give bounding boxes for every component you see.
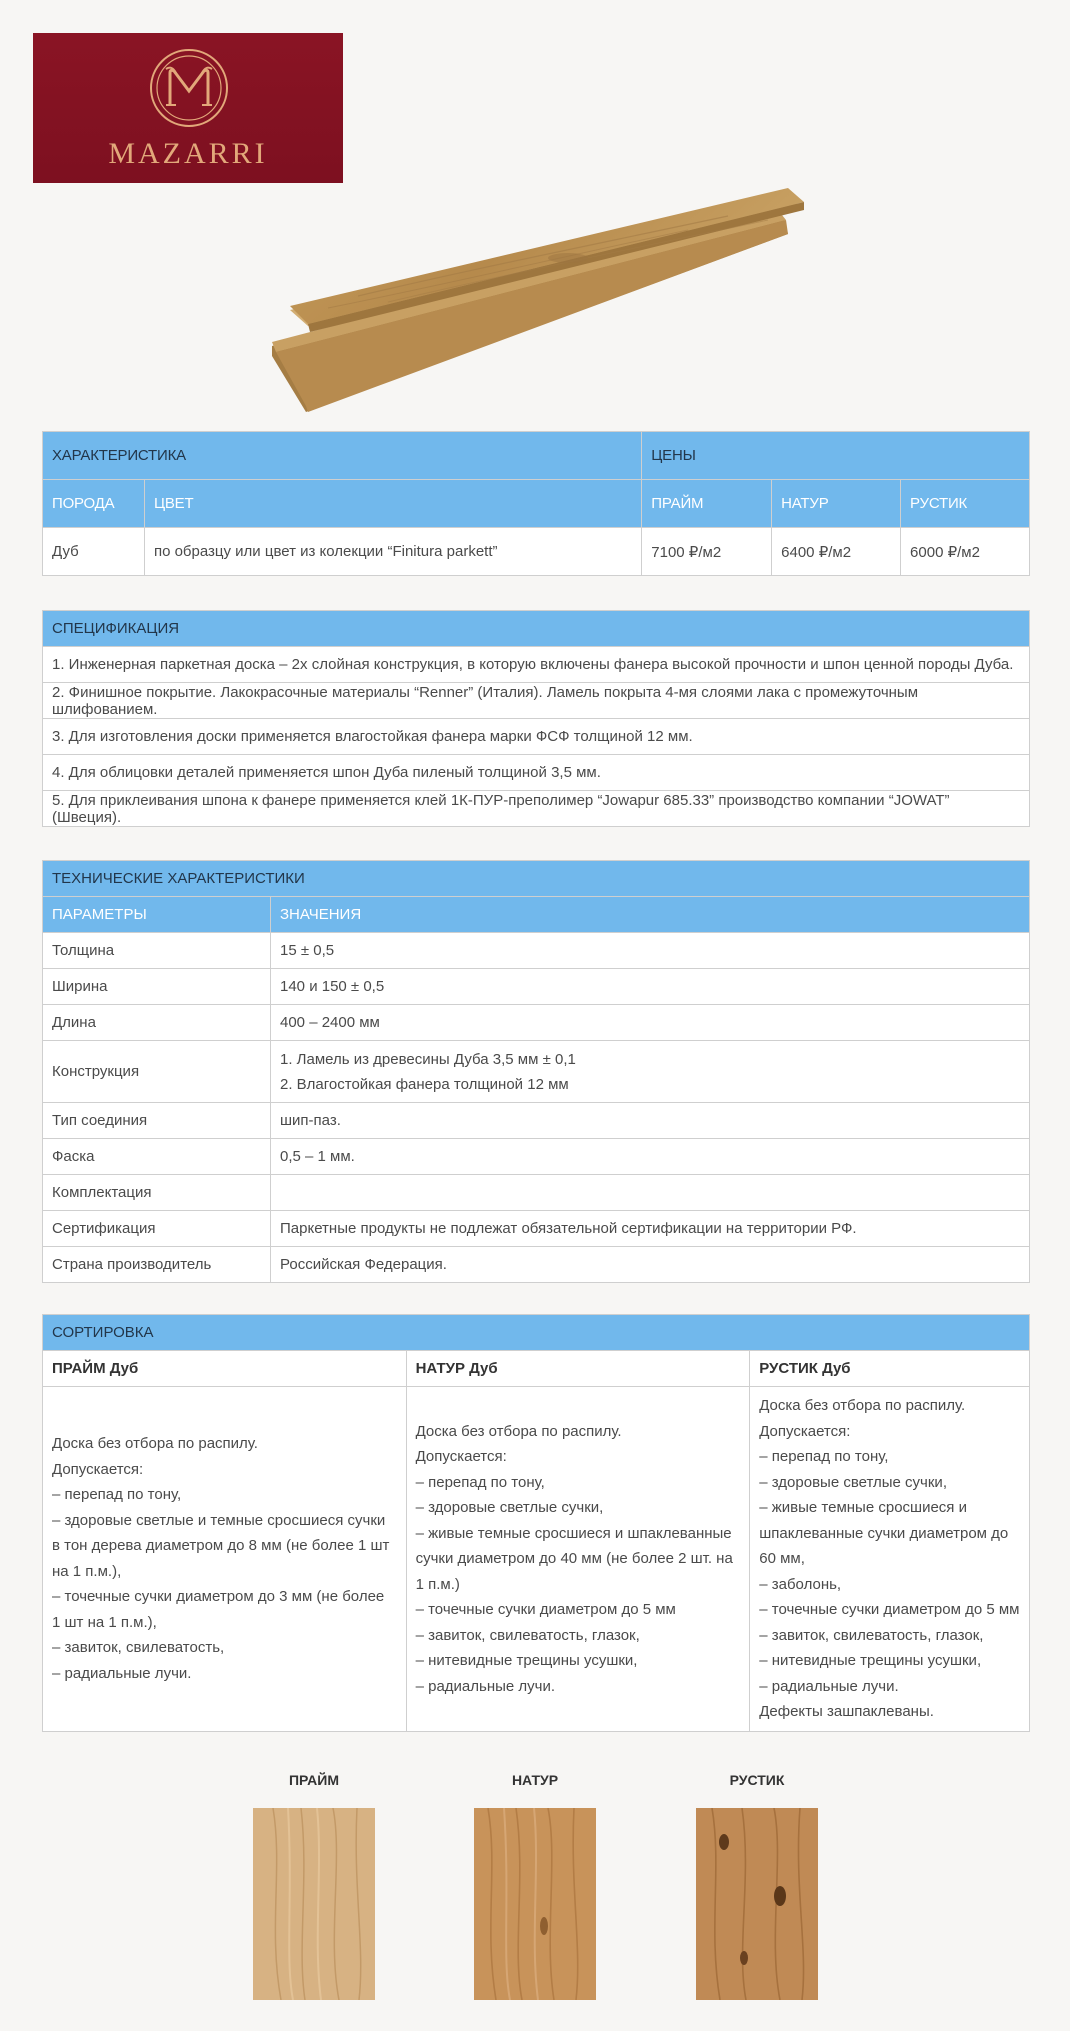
sort-label-natur: НАТУР Дуб xyxy=(406,1351,750,1387)
sort-desc-prime xyxy=(43,1387,407,1732)
param-name: Ширина xyxy=(43,969,271,1005)
spec-item: 5. Для приклеивания шпона к фанере применяется клей 1К-ПУР-преполимер “Jowapur 685.33” производство компании “JOWAT” (Швеция). xyxy=(43,791,1030,827)
prime-wood-swatch xyxy=(253,1808,375,2000)
param-name: Сертификация xyxy=(43,1211,271,1247)
parquet-board-image xyxy=(268,180,808,420)
sort-label-prime: ПРАЙМ Дуб xyxy=(43,1351,407,1387)
sort-line: Допускается: xyxy=(52,1460,144,1478)
sort-line: – точечные сучки диаметром до 5 мм xyxy=(759,1601,1020,1618)
sorting-table xyxy=(42,1314,1030,1732)
sample-label: ПРАЙМ xyxy=(288,1772,339,1788)
sample-rustic xyxy=(696,1772,818,2005)
sort-desc-rustic xyxy=(750,1387,1030,1732)
sample-label: НАТУР xyxy=(511,1772,559,1788)
col-params: ПАРАМЕТРЫ xyxy=(43,897,271,933)
sort-line: – перепад по тону, xyxy=(759,1448,889,1465)
sort-line: – радиальные лучи. xyxy=(759,1677,899,1695)
param-value: Паркетные продукты не подлежат обязательной сертификации на территории РФ. xyxy=(271,1211,1030,1247)
sort-line: – нитевидные трещины усушки, xyxy=(759,1652,982,1669)
col-rustic: РУСТИК xyxy=(901,480,1030,528)
sorting-title: СОРТИРОВКА xyxy=(43,1315,1030,1351)
param-value: 0,5 – 1 мм. xyxy=(271,1139,1030,1175)
sort-line: Доска без отбора по распилу. xyxy=(415,1422,622,1440)
cell-color: по образцу или цвет из колекции “Finitura parkett” xyxy=(144,528,641,576)
construction-line: 1. Ламель из древесины Дуба 3,5 мм ± 0,1 xyxy=(280,1050,576,1068)
specification-title: СПЕЦИФИКАЦИЯ xyxy=(43,611,1030,647)
param-name: Тип соединия xyxy=(43,1103,271,1139)
param-name: Конструкция xyxy=(43,1041,271,1103)
brand-name: MAZARRI xyxy=(108,137,268,170)
sort-line: – завиток, свилеватость, глазок, xyxy=(415,1626,640,1644)
sort-line: – здоровые светлые сучки, xyxy=(415,1499,604,1516)
price-natur: 6400 ₽/м2 xyxy=(772,528,901,576)
price-table xyxy=(42,431,1030,576)
construction-line: 2. Влагостойкая фанера толщиной 12 мм xyxy=(280,1075,569,1093)
sort-line: Доска без отбора по распилу. xyxy=(52,1435,258,1453)
param-value xyxy=(271,1041,1030,1103)
spec-item: 2. Финишное покрытие. Лакокрасочные материалы “Renner” (Италия). Ламель покрыта 4-мя слоями лака с промежуточным шлифованием. xyxy=(43,683,1030,719)
price-prime: 7100 ₽/м2 xyxy=(642,528,772,576)
sort-line: – живые темные сросшиеся и шпаклеванные сучки диаметром до 40 мм (не более 2 шт. на 1 п.м.) xyxy=(415,1524,733,1593)
sample-label: РУСТИК xyxy=(729,1772,785,1788)
sort-line: Дефекты зашпаклеваны. xyxy=(759,1703,934,1720)
sample-natur xyxy=(474,1772,596,2005)
param-name: Фаска xyxy=(43,1139,271,1175)
col-natur: НАТУР xyxy=(772,480,901,528)
sort-line: Допускается: xyxy=(759,1422,851,1440)
sort-line: – здоровые светлые сучки, xyxy=(759,1473,947,1491)
sort-line: – живые темные сросшиеся и шпаклеванные сучки диаметром до 60 мм, xyxy=(759,1499,1009,1567)
spec-item: 3. Для изготовления доски применяется влагостойкая фанера марки ФСФ толщиной 12 мм. xyxy=(43,719,1030,755)
sort-line: Допускается: xyxy=(415,1448,507,1465)
param-value: шип-паз. xyxy=(271,1103,1030,1139)
param-value: 400 – 2400 мм xyxy=(271,1005,1030,1041)
brand-logo[interactable] xyxy=(33,33,343,183)
param-name: Комплектация xyxy=(43,1175,271,1211)
mazarri-emblem-icon xyxy=(148,47,230,129)
sort-line: – завиток, свилеватость, xyxy=(52,1639,225,1657)
spec-item: 1. Инженерная паркетная доска – 2х слойная конструкция, в которую включены фанера высокой прочности и шпон ценной породы Дуба. xyxy=(43,647,1030,683)
sort-line: – нитевидные трещины усушки, xyxy=(415,1652,638,1669)
param-name: Толщина xyxy=(43,933,271,969)
sort-line: – радиальные лучи. xyxy=(415,1677,556,1695)
param-value: Российская Федерация. xyxy=(271,1247,1030,1283)
col-color: ЦВЕТ xyxy=(144,480,641,528)
col-prime: ПРАЙМ xyxy=(642,480,772,528)
param-name: Страна производитель xyxy=(43,1247,271,1283)
sort-line: – точечные сучки диаметром до 3 мм (не более 1 шт на 1 п.м.), xyxy=(52,1588,385,1631)
technical-table xyxy=(42,860,1030,1283)
price-rustic: 6000 ₽/м2 xyxy=(901,528,1030,576)
sample-prime xyxy=(253,1772,375,2005)
sort-line: – перепад по тону, xyxy=(415,1473,545,1491)
sort-label-rustic: РУСТИК Дуб xyxy=(750,1351,1030,1387)
sort-line: – радиальные лучи. xyxy=(52,1664,192,1682)
spec-item: 4. Для облицовки деталей применяется шпон Дуба пиленый толщиной 3,5 мм. xyxy=(43,755,1030,791)
param-value: 140 и 150 ± 0,5 xyxy=(271,969,1030,1005)
sort-line: – завиток, свилеватость, глазок, xyxy=(759,1626,984,1644)
rustic-wood-swatch xyxy=(696,1808,818,2000)
sort-line: – точечные сучки диаметром до 5 мм xyxy=(415,1601,676,1618)
technical-title: ТЕХНИЧЕСКИЕ ХАРАКТЕРИСТИКИ xyxy=(43,861,1030,897)
sort-line: Доска без отбора по распилу. xyxy=(759,1397,966,1414)
param-value xyxy=(271,1175,1030,1211)
sort-line: – здоровые светлые и темные сросшиеся сучки в тон дерева диаметром до 8 мм (не более 1 шт на 1 п.м.), xyxy=(52,1511,390,1580)
cell-species: Дуб xyxy=(43,528,145,576)
header-prices: ЦЕНЫ xyxy=(642,432,1030,480)
specification-table xyxy=(42,610,1030,827)
col-species: ПОРОДА xyxy=(43,480,145,528)
param-name: Длина xyxy=(43,1005,271,1041)
natur-wood-swatch xyxy=(474,1808,596,2000)
col-values: ЗНАЧЕНИЯ xyxy=(271,897,1030,933)
sort-line: – перепад по тону, xyxy=(52,1486,182,1504)
param-value: 15 ± 0,5 xyxy=(271,933,1030,969)
sort-desc-natur xyxy=(406,1387,750,1732)
header-characteristic: ХАРАКТЕРИСТИКА xyxy=(43,432,642,480)
sort-line: – заболонь, xyxy=(759,1575,842,1593)
